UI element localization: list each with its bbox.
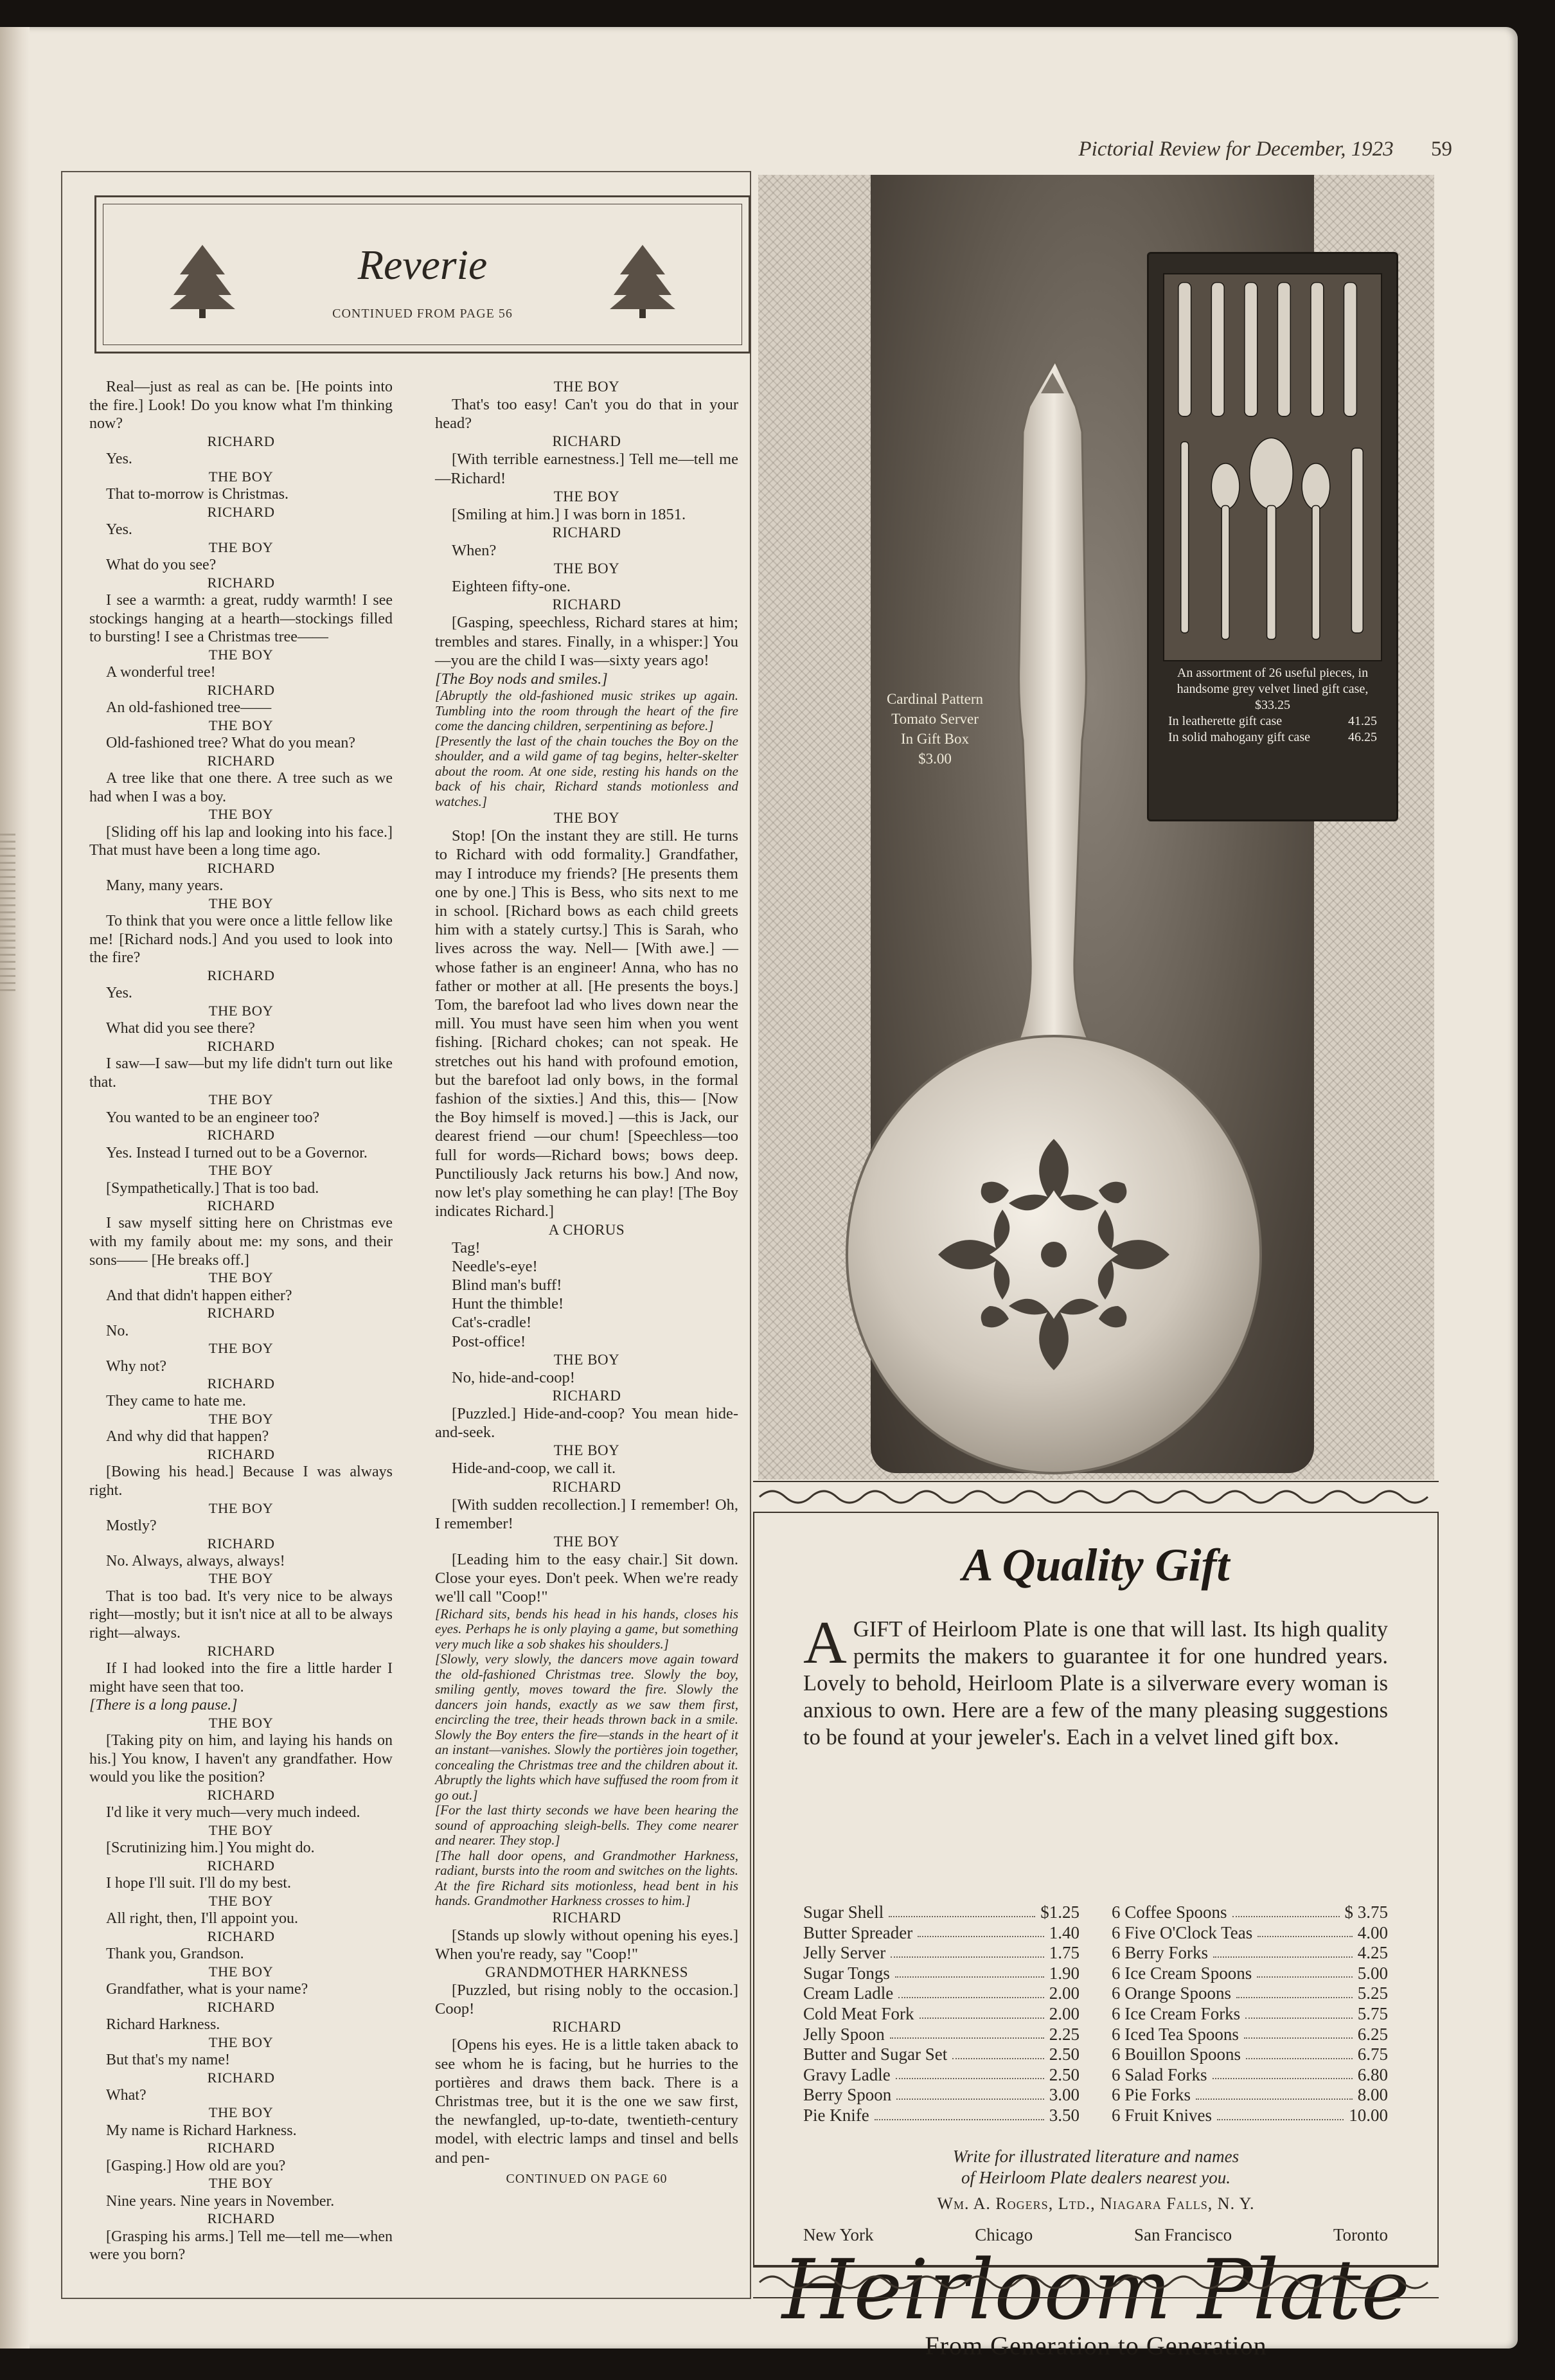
- write-note-line-2: of Heirloom Plate dealers nearest you.: [961, 2168, 1231, 2187]
- price-item: 6 Bouillon Spoons: [1112, 2044, 1241, 2064]
- speaker-name: THE BOY: [553, 1533, 620, 1550]
- speaker-name: RICHARD: [207, 1127, 275, 1143]
- dialogue-line: [Gasping.] How old are you?: [106, 2157, 286, 2174]
- drop-cap: A: [803, 1609, 847, 1676]
- price-row: [1112, 2044, 1388, 2065]
- price-value: 6.75: [1357, 2044, 1388, 2064]
- speaker-name: THE BOY: [208, 806, 274, 823]
- price-value: 2.00: [1049, 1983, 1080, 2003]
- dialogue-line: [With terrible earnestness.] Tell me—tell me—Richard!: [435, 451, 738, 487]
- dialogue-line: That to-morrow is Christmas.: [106, 486, 289, 503]
- ornamental-band-top: [753, 1481, 1439, 1513]
- speaker-name: RICHARD: [552, 2019, 621, 2036]
- price-lists: [803, 1902, 1388, 2126]
- stage-direction: [Presently the last of the chain touches the Boy on the shoulder, and a wild game of tag begins, helter-skelter about the room. At one side, resting his hands on the back of his chair, Richard stands motionless and watches.]: [435, 733, 738, 809]
- price-value: 2.50: [1049, 2044, 1080, 2064]
- leader-dots: [1213, 1943, 1353, 1958]
- dialogue-line: [Gasping, speechless, Richard stares at him; trembles and stares. Finally, in a whisper:] You—you are the child I was—sixty years ago!: [435, 614, 738, 669]
- dialogue-line: Eighteen fifty-one.: [452, 578, 571, 596]
- price-value: 2.25: [1049, 2024, 1080, 2044]
- speaker-name: THE BOY: [208, 2175, 274, 2192]
- speaker-name: RICHARD: [207, 1857, 275, 1874]
- cardinal-line-3: In Gift Box: [900, 731, 970, 747]
- price-value: $ 3.75: [1344, 1902, 1388, 1922]
- dialogue-line: Richard Harkness.: [106, 2016, 220, 2033]
- leader-dots: [875, 2106, 1044, 2120]
- price-item: 6 Ice Cream Spoons: [1112, 1963, 1252, 1983]
- speaker-name: A CHORUS: [548, 1221, 625, 1238]
- speaker-name: RICHARD: [552, 1478, 621, 1495]
- dialogue-line: An old-fashioned tree——: [106, 699, 272, 717]
- price-value: 3.50: [1049, 2105, 1080, 2125]
- dialogue-line: And that didn't happen either?: [106, 1287, 292, 1304]
- stage-direction: [There is a long pause.]: [89, 1697, 238, 1714]
- dialogue-line: Yes.: [106, 451, 132, 468]
- price-item: 6 Five O'Clock Teas: [1112, 1922, 1253, 1942]
- city: San Francisco: [1133, 2225, 1232, 2244]
- gift-box-row-2: [1162, 713, 1383, 729]
- dialogue-line: [Puzzled, but rising nobly to the occasion.] Coop!: [435, 1981, 738, 2018]
- speaker-name: RICHARD: [552, 1909, 621, 1926]
- price-item: Berry Spoon: [803, 2085, 892, 2105]
- speaker-name: THE BOY: [208, 717, 274, 733]
- story-title-box: [94, 195, 751, 353]
- price-row: [1112, 2004, 1388, 2025]
- magazine-page: [0, 27, 1518, 2360]
- leader-dots: [891, 1943, 1044, 1958]
- speaker-name: THE BOY: [553, 810, 620, 827]
- leader-dots: [890, 2025, 1044, 2039]
- ad-title: A Quality Gift: [962, 1539, 1230, 1591]
- price-row: [803, 2085, 1080, 2106]
- dialogue-line: When?: [452, 542, 497, 560]
- dialogue-line: Tag!: [452, 1239, 481, 1257]
- dialogue-line: No, hide-and-coop!: [452, 1368, 575, 1386]
- dialogue-line: [Leading him to the easy chair.] Sit down. Close your eyes. Don't peek. When we're ready we'll call "Coop!": [435, 1550, 738, 1606]
- speaker-name: THE BOY: [208, 1340, 274, 1357]
- price-item: Butter and Sugar Set: [803, 2044, 948, 2064]
- speaker-name: RICHARD: [207, 1305, 275, 1321]
- dialogue-line: Mostly?: [106, 1517, 157, 1534]
- dialogue-line: Yes. Instead I turned out to be a Governor.: [106, 1144, 368, 1161]
- leader-dots: [1257, 1923, 1353, 1938]
- speaker-name: RICHARD: [207, 859, 275, 876]
- speaker-name: RICHARD: [552, 524, 621, 541]
- price-item: Pie Knife: [803, 2105, 869, 2125]
- dialogue-line: What do you see?: [106, 557, 217, 573]
- running-header: [900, 138, 1452, 161]
- page-spine: [0, 27, 30, 2349]
- speaker-name: THE BOY: [208, 1411, 274, 1427]
- price-list-right: [1112, 1902, 1388, 2126]
- speaker-name: RICHARD: [207, 2069, 275, 2086]
- gift-box-row-2-price: 41.25: [1348, 714, 1377, 728]
- price-item: Sugar Tongs: [803, 1963, 890, 1983]
- dialogue-line: To think that you were once a little fellow like me! [Richard nods.] And you used to look into the fire?: [89, 913, 393, 967]
- dialogue-line: All right, then, I'll appoint you.: [106, 1910, 298, 1928]
- story-column-2: [435, 378, 738, 2188]
- speaker-name: RICHARD: [207, 1375, 275, 1392]
- price-row: [1112, 2025, 1388, 2045]
- speaker-name: THE BOY: [208, 646, 274, 663]
- dialogue-line: Real—just as real as can be. [He points into the fire.] Look! Do you know what I'm thinking now?: [89, 379, 393, 433]
- leader-dots: [1246, 2044, 1353, 2059]
- running-title: Pictorial Review for December, 1923: [1078, 138, 1394, 161]
- leader-dots: [1236, 1983, 1353, 1998]
- continued-from-note: CONTINUED FROM PAGE 56: [332, 307, 513, 321]
- price-row: [1112, 1923, 1388, 1944]
- price-row: [803, 2025, 1080, 2045]
- speaker-name: RICHARD: [207, 1642, 275, 1659]
- price-item: Cream Ladle: [803, 1983, 894, 2003]
- gift-box-caption: [1162, 665, 1383, 746]
- price-value: $1.25: [1040, 1902, 1080, 1922]
- speaker-name: RICHARD: [552, 596, 621, 613]
- speaker-name: RICHARD: [552, 433, 621, 450]
- speaker-name: RICHARD: [207, 503, 275, 520]
- speaker-name: RICHARD: [552, 1387, 621, 1404]
- dialogue-line: Cat's-cradle!: [452, 1314, 532, 1332]
- price-value: 10.00: [1349, 2105, 1388, 2125]
- price-row: [803, 1923, 1080, 1944]
- gift-box-tray: [1163, 273, 1382, 661]
- gift-box-row-3: [1162, 729, 1383, 746]
- dialogue-line: I saw myself sitting here on Christmas eve with my family about me: my sons, and their sons—— [He breaks off.]: [89, 1215, 393, 1269]
- dialogue-line: [Smiling at him.] I was born in 1851.: [452, 505, 686, 523]
- gift-box-image: [1147, 252, 1398, 821]
- dialogue-line: [Grasping his arms.] Tell me—tell me—when were you born?: [89, 2228, 393, 2264]
- dialogue-line: [Puzzled.] Hide-and-coop? You mean hide-and-seek.: [435, 1404, 738, 1442]
- price-item: 6 Pie Forks: [1112, 2085, 1191, 2105]
- leader-dots: [1232, 1902, 1340, 1917]
- speaker-name: THE BOY: [553, 1442, 620, 1459]
- price-row: [803, 2065, 1080, 2086]
- speaker-name: THE BOY: [553, 379, 620, 395]
- leader-dots: [1217, 2106, 1344, 2120]
- page-number: 59: [1431, 138, 1452, 161]
- scroll-ornament-icon: [753, 2268, 1439, 2297]
- price-row: [803, 2004, 1080, 2025]
- heirloom-plate-ad: [753, 170, 1439, 2360]
- speaker-name: THE BOY: [208, 1821, 274, 1838]
- dialogue-line: [Taking pity on him, and laying his hands on his.] You know, I haven't any grandfather. How would you like the position?: [89, 1732, 393, 1786]
- price-row: [1112, 2106, 1388, 2126]
- dialogue-line: [Sliding off his lap and looking into his face.] That must have been a long time ago.: [89, 823, 393, 859]
- speaker-name: RICHARD: [207, 681, 275, 698]
- write-note-line-1: Write for illustrated literature and names: [952, 2147, 1240, 2166]
- price-row: [1112, 1943, 1388, 1964]
- price-row: [1112, 1902, 1388, 1923]
- dialogue-line: No.: [106, 1322, 129, 1339]
- price-item: 6 Ice Cream Forks: [1112, 2003, 1241, 2023]
- dialogue-line: Thank you, Grandson.: [106, 1946, 244, 1963]
- stage-direction: [Richard sits, bends his head in his hands, closes his eyes. Perhaps he is only playing a game, but something very much like a sob shakes his shoulders.]: [435, 1606, 738, 1652]
- dialogue-line: What?: [106, 2086, 147, 2104]
- price-row: [803, 1943, 1080, 1964]
- price-value: 2.00: [1049, 2003, 1080, 2023]
- price-value: 1.75: [1049, 1943, 1080, 1963]
- dialogue-line: That's too easy! Can't you do that in your head?: [435, 396, 738, 433]
- cardinal-line-1: Cardinal Pattern: [886, 691, 984, 707]
- speaker-name: RICHARD: [207, 574, 275, 591]
- dialogue-line: No. Always, always, always!: [106, 1552, 285, 1570]
- dialogue-line: That is too bad. It's very nice to be always right—mostly; but it isn't nice at all to be always right—always.: [89, 1588, 393, 1642]
- price-value: 6.80: [1357, 2064, 1388, 2084]
- dialogue-line: [With sudden recollection.] I remember! Oh, I remember!: [435, 1496, 738, 1532]
- speaker-name: THE BOY: [208, 1162, 274, 1179]
- speaker-name: THE BOY: [208, 1963, 274, 1980]
- leader-dots: [896, 2085, 1044, 2100]
- price-item: 6 Berry Forks: [1112, 1943, 1208, 1963]
- speaker-name: GRANDMOTHER HARKNESS: [484, 1964, 689, 1980]
- leader-dots: [1245, 2004, 1353, 2019]
- city: Chicago: [975, 2225, 1033, 2244]
- ad-body-text: GIFT of Heirloom Plate is one that will last. Its high quality permits the makers to guarantee it for one hundred years. Lovely to behold, Heirloom Plate is a silverware every woman is anxious to own. Here are a few of the many pleasing suggestions to be found at your jeweler's. Each in a velvet lined gift box.: [803, 1617, 1388, 1749]
- gift-box-row-2-label: In leatherette gift case: [1168, 714, 1283, 728]
- price-value: 6.25: [1357, 2024, 1388, 2044]
- speaker-name: THE BOY: [208, 1002, 274, 1019]
- speaker-name: THE BOY: [208, 1570, 274, 1587]
- dialogue-line: [Stands up slowly without opening his eyes.] When you're ready, say "Coop!": [435, 1926, 738, 1963]
- ornamental-band-bottom: [753, 2266, 1439, 2298]
- price-item: 6 Fruit Knives: [1112, 2105, 1213, 2125]
- dialogue-line: Grandfather, what is your name?: [106, 1981, 308, 1998]
- leader-dots: [896, 2065, 1044, 2080]
- product-photo: [758, 175, 1434, 1480]
- cardinal-caption: [861, 689, 1009, 769]
- gift-box-row-3-label: In solid mahogany gift case: [1168, 730, 1311, 744]
- ad-copy-box: [753, 1512, 1439, 2360]
- speaker-name: THE BOY: [208, 1091, 274, 1108]
- dialogue-line: Hunt the thimble!: [452, 1295, 564, 1313]
- dialogue-line: I saw—I saw—but my life didn't turn out like that.: [89, 1055, 393, 1091]
- price-list-left: [803, 1902, 1080, 2126]
- price-value: 1.40: [1049, 1922, 1080, 1942]
- leader-dots: [1244, 2025, 1353, 2039]
- price-value: 5.25: [1357, 1983, 1388, 2003]
- price-row: [803, 2106, 1080, 2126]
- speaker-name: RICHARD: [207, 1928, 275, 1944]
- stage-direction: [For the last thirty seconds we have been hearing the sound of approaching sleigh-bells. They come nearer and nearer. They stop.]: [435, 1802, 738, 1848]
- speaker-name: RICHARD: [207, 433, 275, 449]
- dialogue-line: If I had looked into the fire a little harder I might have seen that too.: [89, 1660, 393, 1696]
- speaker-name: THE BOY: [208, 1499, 274, 1516]
- dialogue-line: A wonderful tree!: [106, 664, 216, 681]
- christmas-tree-icon: [607, 242, 678, 319]
- price-value: 4.00: [1357, 1922, 1388, 1942]
- speaker-name: RICHARD: [207, 967, 275, 983]
- dialogue-line: [Sympathetically.] That is too bad.: [106, 1179, 319, 1197]
- speaker-name: THE BOY: [208, 2104, 274, 2121]
- price-value: 4.25: [1357, 1943, 1388, 1963]
- speaker-name: RICHARD: [207, 1535, 275, 1552]
- leader-dots: [898, 1983, 1044, 1998]
- city: New York: [803, 2225, 874, 2244]
- dialogue-line: I'd like it very much—very much indeed.: [106, 1804, 360, 1821]
- leader-dots: [952, 2044, 1044, 2059]
- speaker-name: THE BOY: [208, 1892, 274, 1909]
- speaker-name: THE BOY: [553, 488, 620, 505]
- dialogue-line: Yes.: [106, 985, 132, 1002]
- price-item: Sugar Shell: [803, 1902, 884, 1922]
- maker-name: Wm. A. Rogers, Ltd., Niagara Falls, N. Y.: [937, 2194, 1255, 2213]
- leader-dots: [1213, 2065, 1353, 2080]
- ad-body: [803, 1609, 1388, 1751]
- dialogue-line: Stop! [On the instant they are still. He turns to Richard with odd formality.] Grandfather, may I introduce my friends? [He presents them one by one.] This is Bess, who sits next to me in school. [Richard bows as each child greets him with a stately curtsy.] This is Sarah, who lives across the way. Nell— [With awe.] —whose father is an engineer! Anna, who has no father or mother at all. [He presents the boys.] Tom, the barefoot lad who lives down near the mill. You must have seen him when you went fishing. [Richard chokes; can not speak. He stretches out his hand with profound emotion, but the barefoot lad only bows, in the formal fashion of the sixties.] And this, this— [Now the Boy himself is moved.] —this is Jack, our dearest friend —our chum! [Speechless—too full for words—Richard bows; bows deep. Punctiliously Jack returns his bow.] And now, now let's play something he can play! [The Boy indicates Richard.]: [435, 827, 738, 1221]
- dialogue-line: What did you see there?: [106, 1020, 255, 1037]
- dialogue-line: Nine years. Nine years in November.: [106, 2192, 335, 2210]
- dialogue-line: And why did that happen?: [106, 1428, 269, 1445]
- scroll-ornament-icon: [753, 1482, 1439, 1512]
- speaker-name: RICHARD: [207, 1037, 275, 1054]
- speaker-name: RICHARD: [207, 2140, 275, 2156]
- city: Toronto: [1333, 2225, 1388, 2244]
- leader-dots: [1196, 2085, 1353, 2100]
- price-row: [803, 2044, 1080, 2065]
- speaker-name: THE BOY: [553, 1351, 620, 1368]
- price-value: 5.75: [1357, 2003, 1388, 2023]
- dialogue-line: But that's my name!: [106, 2051, 230, 2068]
- dialogue-line: They came to hate me.: [106, 1393, 246, 1410]
- price-row: [1112, 1964, 1388, 1984]
- dialogue-line: [Bowing his head.] Because I was always right.: [89, 1463, 393, 1499]
- speaker-name: THE BOY: [208, 1714, 274, 1731]
- price-row: [803, 1964, 1080, 1984]
- speaker-name: RICHARD: [207, 1446, 275, 1462]
- cardinal-line-2: Tomato Server: [891, 711, 979, 727]
- price-item: Cold Meat Fork: [803, 2003, 914, 2023]
- dialogue-line: Post-office!: [452, 1332, 526, 1350]
- cropped-ornament: [0, 830, 15, 991]
- brand-logo-text: Heirloom Plate: [781, 2242, 1410, 2338]
- price-item: 6 Iced Tea Spoons: [1112, 2024, 1239, 2044]
- stage-direction: [Abruptly the old-fashioned music strikes up again. Tumbling into the room through the heart of the fire come the dancing children, serpentining as before.]: [435, 688, 738, 734]
- story-title: Reverie: [357, 242, 488, 289]
- stage-direction: [Slowly, very slowly, the dancers move again toward the old-fashioned Christmas tree. Slowly the boy, smiling gently, moves toward the fire. Slowly the dancers join hands, exactly as we saw them first, encircling the tree, their heads thrown back in a smile. Slowly the Boy enters the fire—stands in the heart of it an instant—vanishes. Slowly the portières join together, concealing the Christmas tree and the children about it. Abruptly the lights which have suffused the room from it go out.]: [435, 1651, 738, 1803]
- speaker-name: THE BOY: [553, 560, 620, 577]
- dialogue-line: Why not?: [106, 1357, 166, 1375]
- price-value: 3.00: [1049, 2085, 1080, 2105]
- price-item: Butter Spreader: [803, 1922, 913, 1942]
- price-row: [1112, 2065, 1388, 2086]
- speaker-name: THE BOY: [208, 468, 274, 485]
- price-row: [1112, 1983, 1388, 2004]
- dialogue-line: Blind man's buff!: [452, 1276, 562, 1294]
- stage-direction: [The hall door opens, and Grandmother Harkness, radiant, bursts into the room and switches on the lights. At the fire Richard sits motionless, head bent in his hands. Grandmother Harkness crosses to him.]: [435, 1847, 738, 1909]
- speaker-name: RICHARD: [207, 1197, 275, 1214]
- leader-dots: [920, 2004, 1044, 2019]
- dialogue-line: I see a warmth: a great, ruddy warmth! I see stockings hanging at a hearth—stockings filled to bursting! I see a Christmas tree——: [89, 591, 393, 646]
- speaker-name: THE BOY: [208, 2034, 274, 2050]
- price-row: [803, 1902, 1080, 1923]
- leader-dots: [1257, 1964, 1353, 1978]
- leader-dots: [889, 1902, 1035, 1917]
- silverware-set-icon: [1164, 274, 1381, 660]
- dialogue-line: You wanted to be an engineer too?: [106, 1109, 320, 1126]
- dialogue-line: [Scrutinizing him.] You might do.: [106, 1839, 315, 1857]
- leader-dots: [918, 1923, 1044, 1938]
- brand-tagline: From Generation to Generation: [925, 2331, 1267, 2360]
- speaker-name: RICHARD: [207, 752, 275, 769]
- price-value: 1.90: [1049, 1963, 1080, 1983]
- price-value: 8.00: [1357, 2085, 1388, 2105]
- continued-on-note: CONTINUED ON PAGE 60: [506, 2171, 668, 2186]
- speaker-name: THE BOY: [208, 539, 274, 555]
- gift-box-line-1: An assortment of 26 useful pieces, in handsome grey velvet lined gift case, $33.25: [1177, 666, 1369, 712]
- price-value: 5.00: [1357, 1963, 1388, 1983]
- price-item: Jelly Spoon: [803, 2024, 885, 2044]
- dialogue-line: Many, many years.: [106, 877, 224, 895]
- dialogue-line: I hope I'll suit. I'll do my best.: [106, 1875, 291, 1892]
- dialogue-line: My name is Richard Harkness.: [106, 2122, 297, 2139]
- dialogue-line: Old-fashioned tree? What do you mean?: [106, 735, 356, 751]
- price-item: 6 Orange Spoons: [1112, 1983, 1231, 2003]
- story-column-1: [89, 378, 393, 2264]
- speaker-name: THE BOY: [208, 895, 274, 911]
- stage-direction: [The Boy nods and smiles.]: [435, 670, 608, 688]
- cardinal-line-4: $3.00: [918, 751, 952, 767]
- gift-box-row-3-price: 46.25: [1348, 730, 1377, 744]
- price-row: [1112, 2085, 1388, 2106]
- price-item: 6 Salad Forks: [1112, 2064, 1207, 2084]
- speaker-name: RICHARD: [207, 1998, 275, 2015]
- dialogue-line: Needle's-eye!: [452, 1257, 538, 1275]
- price-value: 2.50: [1049, 2064, 1080, 2084]
- story-section: [61, 171, 751, 2299]
- write-note: [754, 2146, 1437, 2188]
- speaker-name: THE BOY: [208, 1269, 274, 1286]
- leader-dots: [895, 1964, 1044, 1978]
- price-row: [803, 1983, 1080, 2004]
- speaker-name: RICHARD: [207, 2210, 275, 2227]
- price-item: Gravy Ladle: [803, 2064, 891, 2084]
- dialogue-line: Yes.: [106, 521, 132, 539]
- dialogue-line: [Opens his eyes. He is a little taken aback to see whom he is facing, but he hurries to the portières and draws them back. There is a Christmas tree, but it is the one we saw first, the newfangled, up-to-date, twentieth-century model, with electric lamps and tinsel and bells and pen-: [435, 2036, 738, 2167]
- speaker-name: RICHARD: [207, 1786, 275, 1803]
- price-item: 6 Coffee Spoons: [1112, 1902, 1227, 1922]
- price-item: Jelly Server: [803, 1943, 886, 1963]
- dialogue-line: Hide-and-coop, we call it.: [452, 1460, 616, 1478]
- dialogue-line: A tree like that one there. A tree such as we had when I was a boy.: [89, 769, 393, 805]
